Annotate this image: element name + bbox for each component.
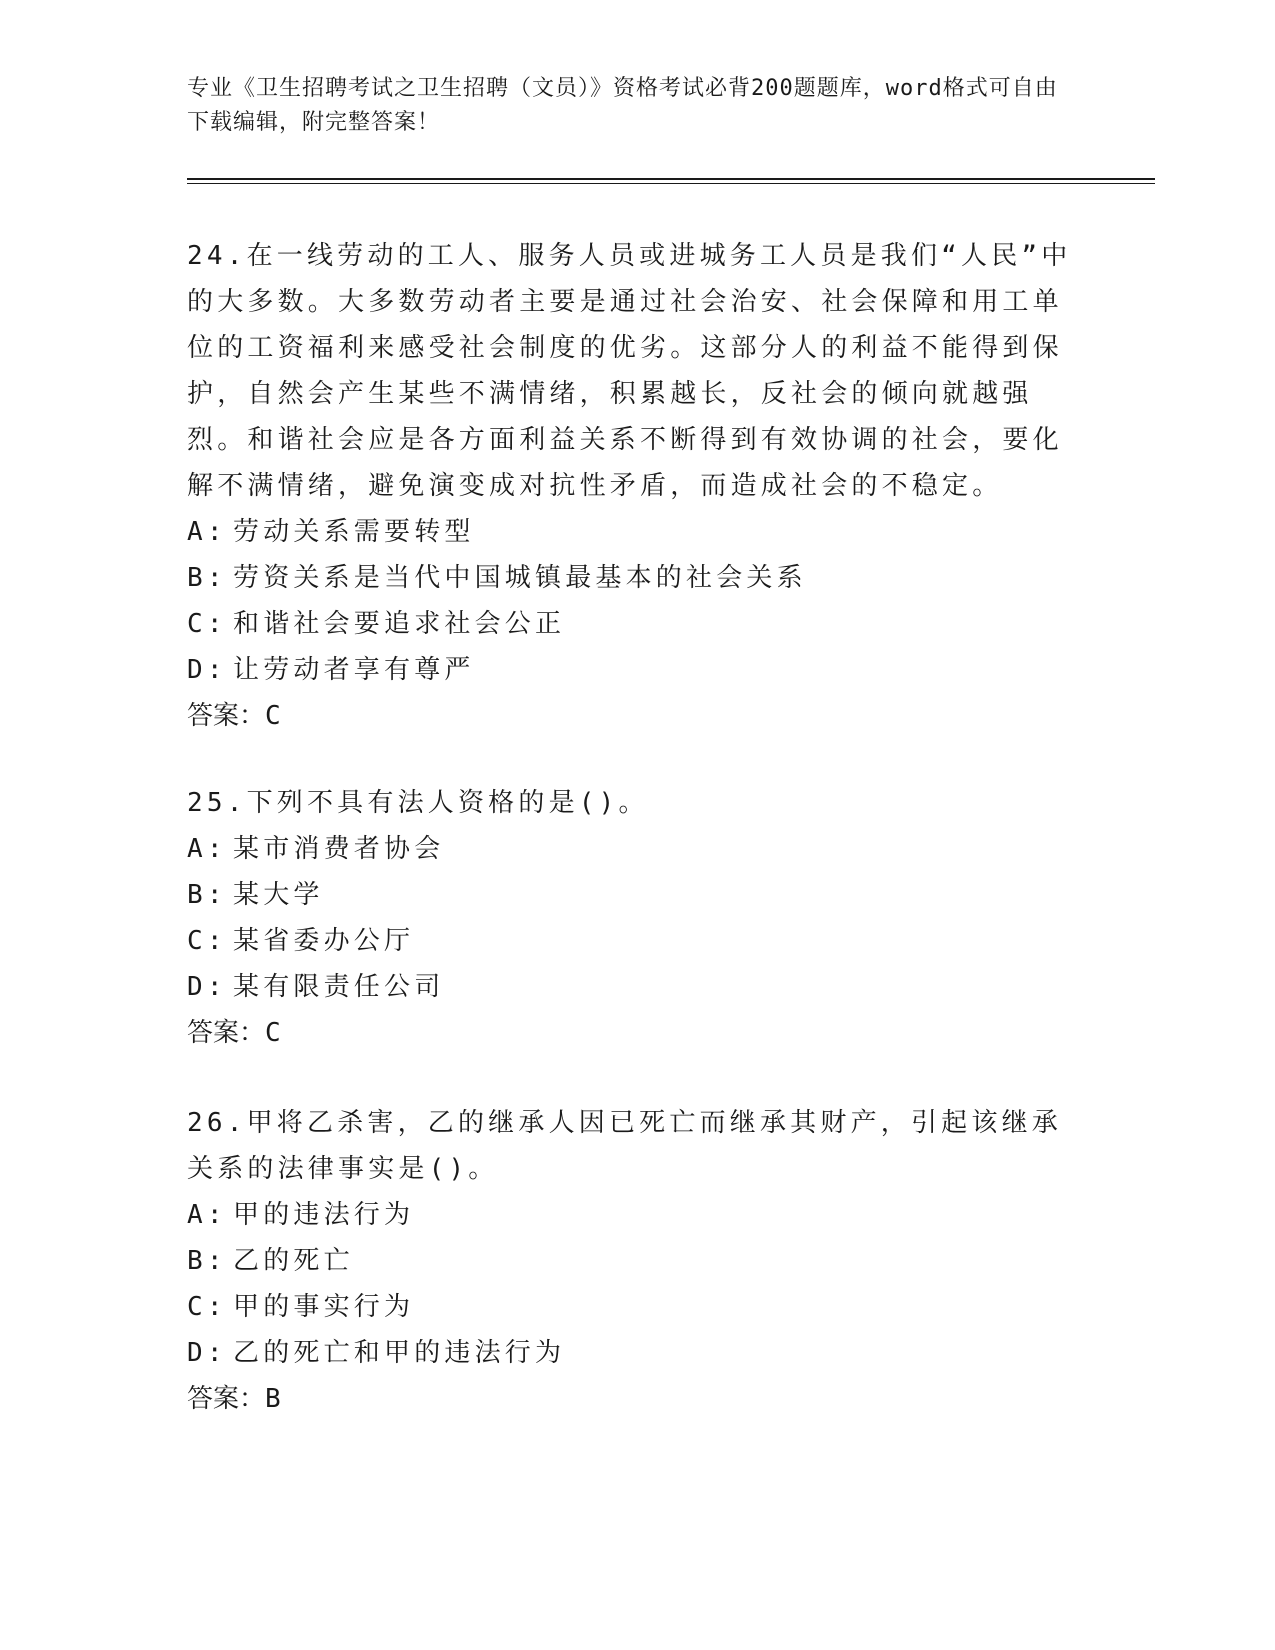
option-a [187,509,1087,555]
option-text: 甲的违法行为 [233,1200,415,1230]
option-a [187,826,1087,872]
option-key: B: [187,563,227,593]
option-text: 和谐社会要追求社会公正 [233,609,566,639]
option-d [187,1330,1087,1376]
option-a [187,1192,1087,1238]
option-text: 某省委办公厅 [233,926,415,956]
question-text: 在一线劳动的工人、服务人员或进城务工人员是我们“人民”中的大多数。大多数劳动者主要是通过社会治安、社会保障和用工单位的工资福利来感受社会制度的优劣。这部分人的利益不能得到保护，自然会产生某些不满情绪，积累越长，反社会的倾向就越强烈。和谐社会应是各方面利益关系不断得到有效协调的社会，要化解不满情绪，避免演变成对抗性矛盾，而造成社会的不稳定。 [187,241,1072,501]
option-text: 让劳动者享有尊严 [233,655,475,685]
question-stem [187,1100,1087,1192]
answer-value: B [265,1384,281,1414]
option-c [187,601,1087,647]
option-c [187,918,1087,964]
document-header [187,72,1067,140]
question-stem [187,780,1087,826]
answer-label: 答案： [187,1018,266,1048]
option-key: D: [187,655,227,685]
question-24 [187,233,1087,739]
question-stem [187,233,1087,509]
question-number: 25. [187,788,247,818]
question-number: 26. [187,1108,247,1138]
option-key: A: [187,517,227,547]
option-d [187,647,1087,693]
question-number: 24. [187,241,247,271]
option-text: 乙的死亡和甲的违法行为 [233,1338,566,1368]
option-text: 劳资关系是当代中国城镇最基本的社会关系 [233,563,807,593]
question-text: 甲将乙杀害，乙的继承人因已死亡而继承其财产，引起该继承关系的法律事实是()。 [187,1108,1062,1184]
answer-line [187,693,1087,739]
option-text: 某市消费者协会 [233,834,445,864]
option-b [187,1238,1087,1284]
answer-value: C [265,701,281,731]
question-25 [187,780,1087,1056]
answer-line [187,1376,1087,1422]
header-title: 专业《卫生招聘考试之卫生招聘（文员）》资格考试必背200题题库，word格式可自由下载编辑，附完整答案！ [187,76,1058,135]
option-key: D: [187,972,227,1002]
option-key: A: [187,834,227,864]
answer-label: 答案： [187,701,266,731]
option-key: C: [187,1292,227,1322]
option-text: 劳动关系需要转型 [233,517,475,547]
option-key: B: [187,880,227,910]
option-key: D: [187,1338,227,1368]
option-key: C: [187,609,227,639]
option-key: C: [187,926,227,956]
header-divider-thick [187,178,1155,180]
option-text: 甲的事实行为 [233,1292,415,1322]
option-text: 某大学 [233,880,324,910]
option-key: A: [187,1200,227,1230]
option-key: B: [187,1246,227,1276]
question-26 [187,1100,1087,1422]
option-b [187,872,1087,918]
question-text: 下列不具有法人资格的是()。 [246,788,649,818]
option-d [187,964,1087,1010]
option-b [187,555,1087,601]
answer-label: 答案： [187,1384,266,1414]
answer-line [187,1010,1087,1056]
header-divider-thin [187,183,1155,184]
option-text: 乙的死亡 [233,1246,354,1276]
answer-value: C [265,1018,281,1048]
option-c [187,1284,1087,1330]
option-text: 某有限责任公司 [233,972,445,1002]
